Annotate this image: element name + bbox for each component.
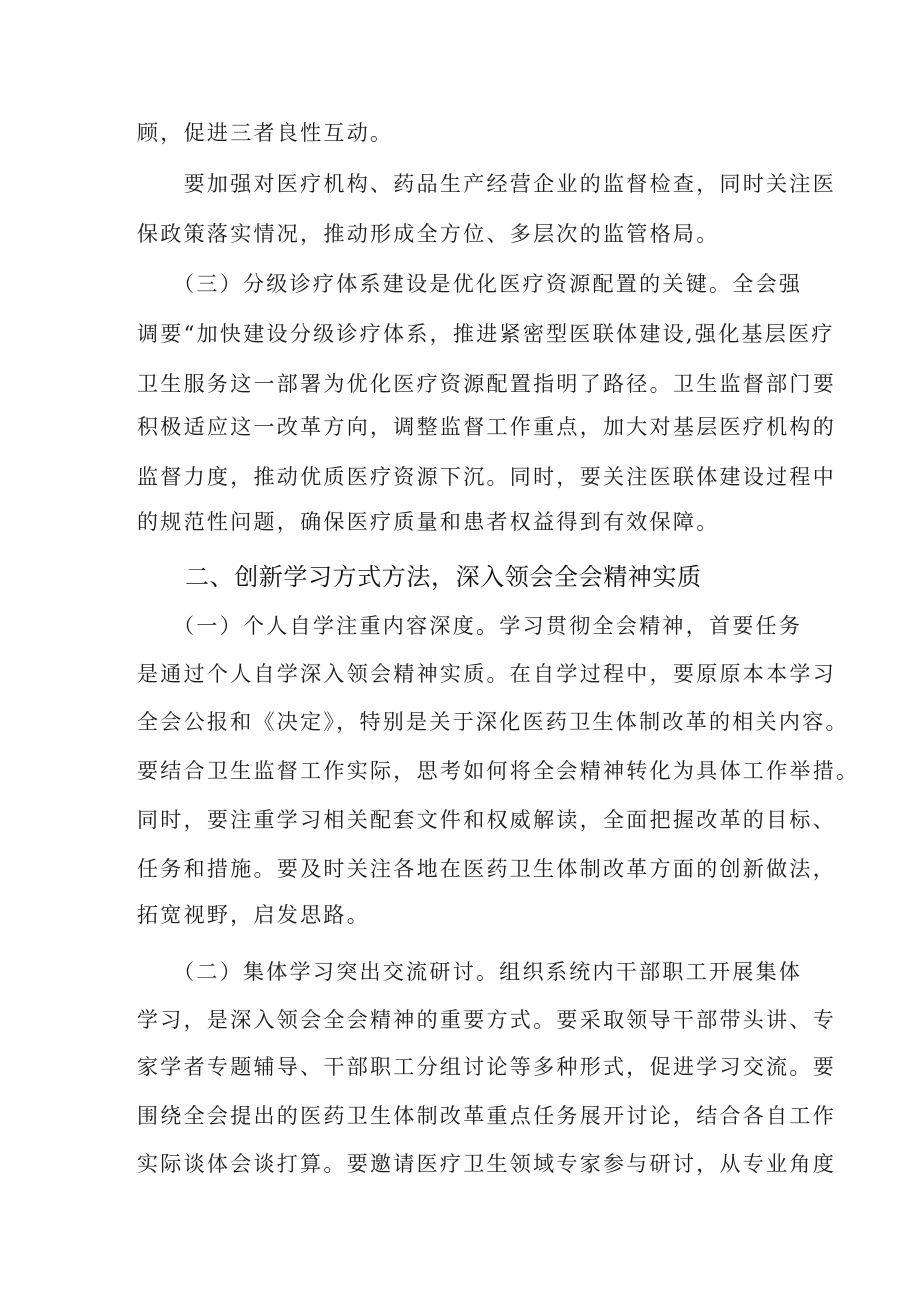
body-text-line: （二）集体学习突出交流研讨。组织系统内干部职工开展集体 (137, 960, 803, 984)
body-text-line: 要加强对医疗机构、药品生产经营企业的监督检查，同时关注医 (137, 172, 836, 196)
body-text-line: 全会公报和《决定》，特别是关于深化医药卫生体制改革的相关内容。 (137, 710, 849, 734)
body-text-line: 卫生服务这一部署为优化医疗资源配置指明了路径。卫生监督部门要 (137, 372, 836, 396)
body-text-line: 要结合卫生监督工作实际，思考如何将全会精神转化为具体工作举措。 (137, 759, 860, 783)
body-text-line: 调要“加快建设分级诊疗体系，推进紧密型医联体建设,强化基层医疗 (137, 322, 835, 346)
body-text-line: 保政策落实情况，推动形成全方位、多层次的监管格局。 (137, 222, 720, 246)
body-text-line: 监督力度，推动优质医疗资源下沉。同时，要关注医联体建设过程中 (137, 465, 836, 489)
body-text-line: 的规范性问题，确保医疗质量和患者权益得到有效保障。 (137, 510, 720, 534)
section-heading: 二、创新学习方式方法，深入领会全会精神实质 (185, 563, 702, 591)
body-text-line: 围绕全会提出的医药卫生体制改革重点任务展开讨论，结合各自工作 (137, 1104, 836, 1128)
body-text-line: 家学者专题辅导、干部职工分组讨论等多种形式，促进学习交流。要 (137, 1055, 836, 1079)
body-text-line: 顾，促进三者良性互动。 (137, 121, 394, 145)
body-text-line: （三）分级诊疗体系建设是优化医疗资源配置的关键。全会强 (137, 272, 803, 296)
body-text-line: 学习，是深入领会全会精神的重要方式。要采取领导干部带头讲、专 (137, 1008, 836, 1032)
body-text-line: 任务和措施。要及时关注各地在医药卫生体制改革方面的创新做法， (137, 857, 836, 881)
body-text-line: （一）个人自学注重内容深度。学习贯彻全会精神，首要任务 (137, 614, 803, 638)
body-text-line: 是通过个人自学深入领会精神实质。在自学过程中，要原原本本学习 (137, 662, 836, 686)
body-text-line: 积极适应这一改革方向，调整监督工作重点，加大对基层医疗机构的 (137, 415, 836, 439)
body-text-line: 同时，要注重学习相关配套文件和权威解读，全面把握改革的目标、 (137, 808, 836, 832)
body-text-line: 实际谈体会谈打算。要邀请医疗卫生领域专家参与研讨，从专业角度 (137, 1152, 836, 1176)
body-text-line: 拓宽视野，启发思路。 (137, 903, 370, 927)
